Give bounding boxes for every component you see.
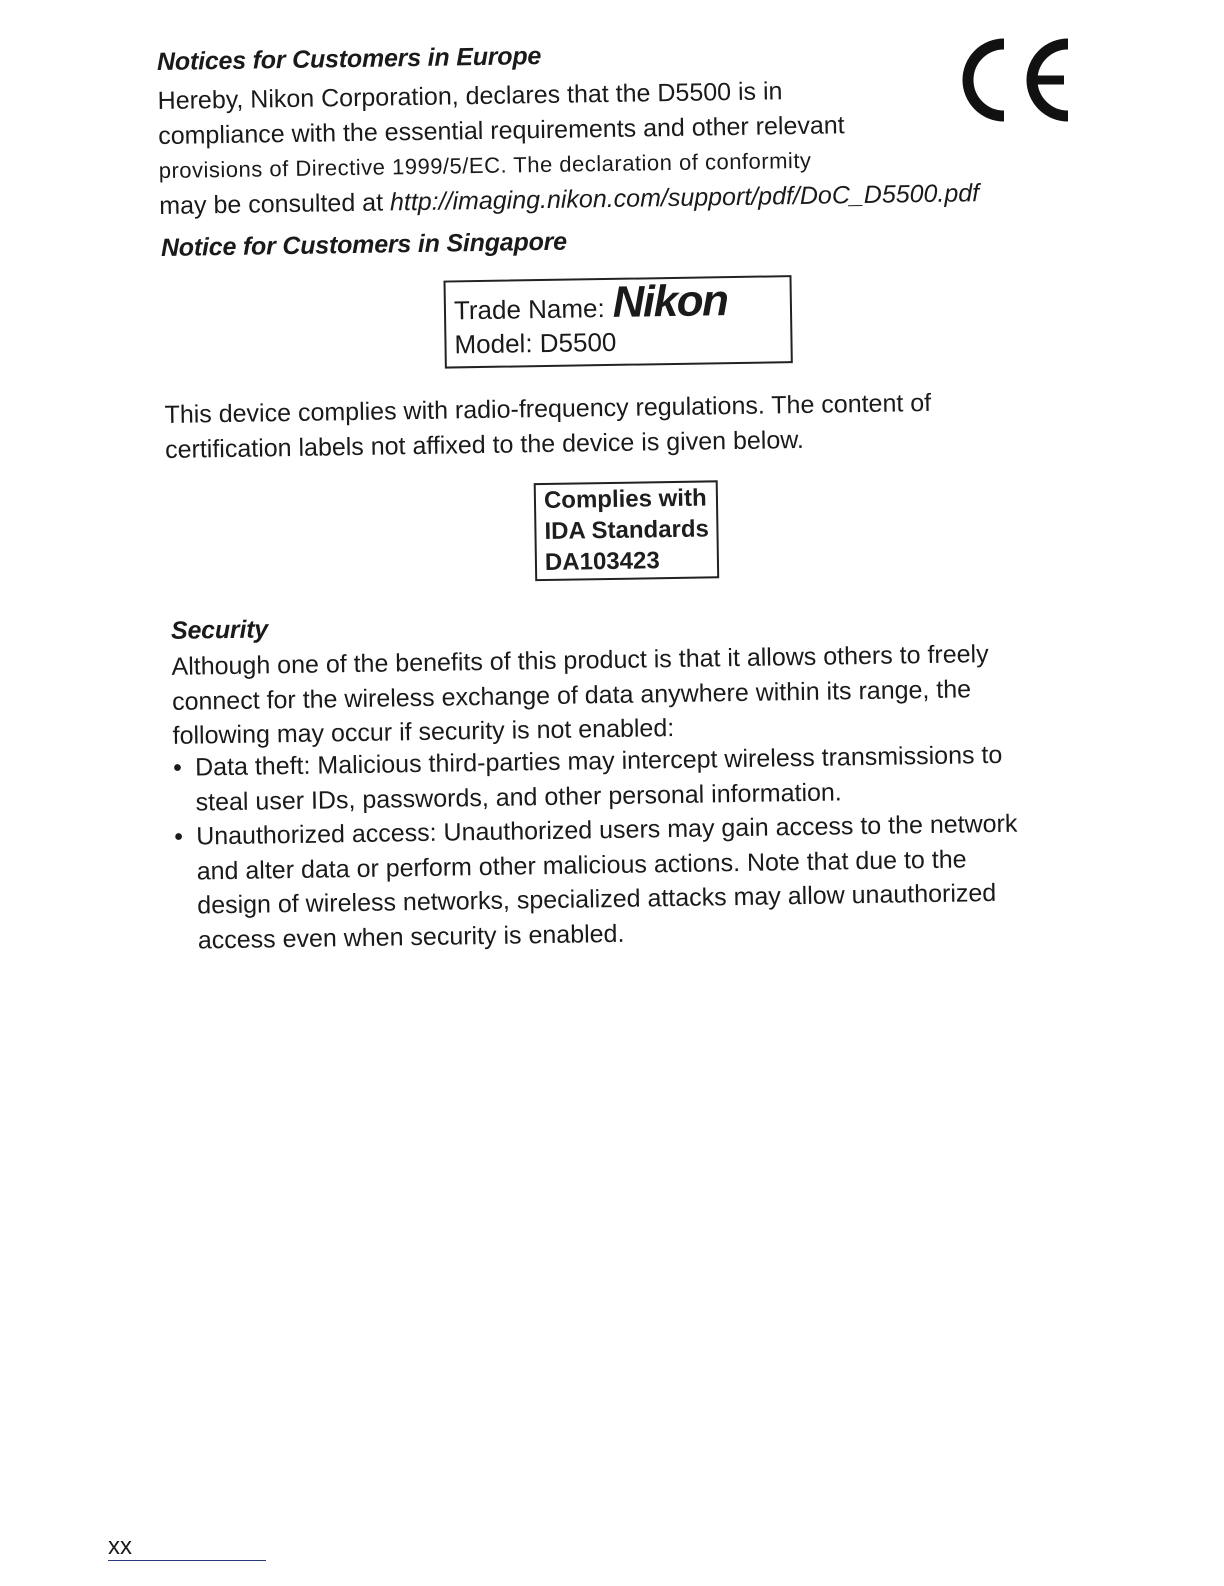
europe-line-prefix: may be consulted at (159, 187, 391, 220)
bullet-line: steal user IDs, passwords, and other personal information. (195, 777, 842, 817)
ida-compliance-label-box (534, 480, 720, 581)
radio-line: certification labels not affixed to the device is given below. (164, 425, 805, 464)
singapore-notice-heading: Notice for Customers in Singapore (160, 227, 568, 263)
trade-name-label-box (443, 275, 792, 368)
ida-line: IDA Standards (544, 515, 710, 546)
europe-line: compliance with the essential requirements and other relevant (157, 110, 845, 150)
radio-line: This device complies with radio-frequency regulations. The content of (164, 388, 932, 429)
bullet-line: Data theft: Malicious third-parties may intercept wireless transmissions to (194, 740, 1003, 782)
security-line: Although one of the benefits of this product is that it allows others to freely (171, 640, 989, 681)
security-intro-text (171, 636, 1078, 754)
europe-notice-text (157, 70, 1059, 223)
list-item (174, 806, 1081, 958)
security-heading: Security (170, 615, 269, 645)
radio-compliance-text (164, 384, 1045, 467)
europe-line: provisions of Directive 1999/5/EC. The declaration of conformity (158, 147, 812, 184)
europe-notice-heading: Notices for Customers in Europe (156, 42, 542, 77)
ida-line: Complies with (543, 484, 707, 515)
security-line: connect for the wireless exchange of data anywhere within its range, the (171, 674, 972, 716)
page-number: xx (108, 1535, 266, 1561)
bullet-line: and alter data or perform other malicious actions. Note that due to the (196, 844, 967, 886)
bullet-line: access even when security is enabled. (197, 919, 625, 955)
europe-line: Hereby, Nikon Corporation, declares that the D5500 is in (157, 77, 783, 116)
bullet-line: design of wireless networks, specialized attacks may allow unauthorized (197, 878, 997, 920)
ida-number: DA103423 (544, 547, 660, 577)
model-label: Model: D5500 (454, 326, 617, 360)
conformity-url-link[interactable]: http://imaging.nikon.com/support/pdf/DoC_D5500.pdf (389, 178, 980, 216)
nikon-logo: Nikon (612, 276, 728, 327)
trade-name-label: Trade Name: (453, 293, 605, 326)
security-risk-list (173, 737, 1081, 958)
bullet-line: Unauthorized access: Unauthorized users may gain access to the network (195, 809, 1018, 851)
security-line: following may occur if security is not enabled: (172, 714, 675, 750)
